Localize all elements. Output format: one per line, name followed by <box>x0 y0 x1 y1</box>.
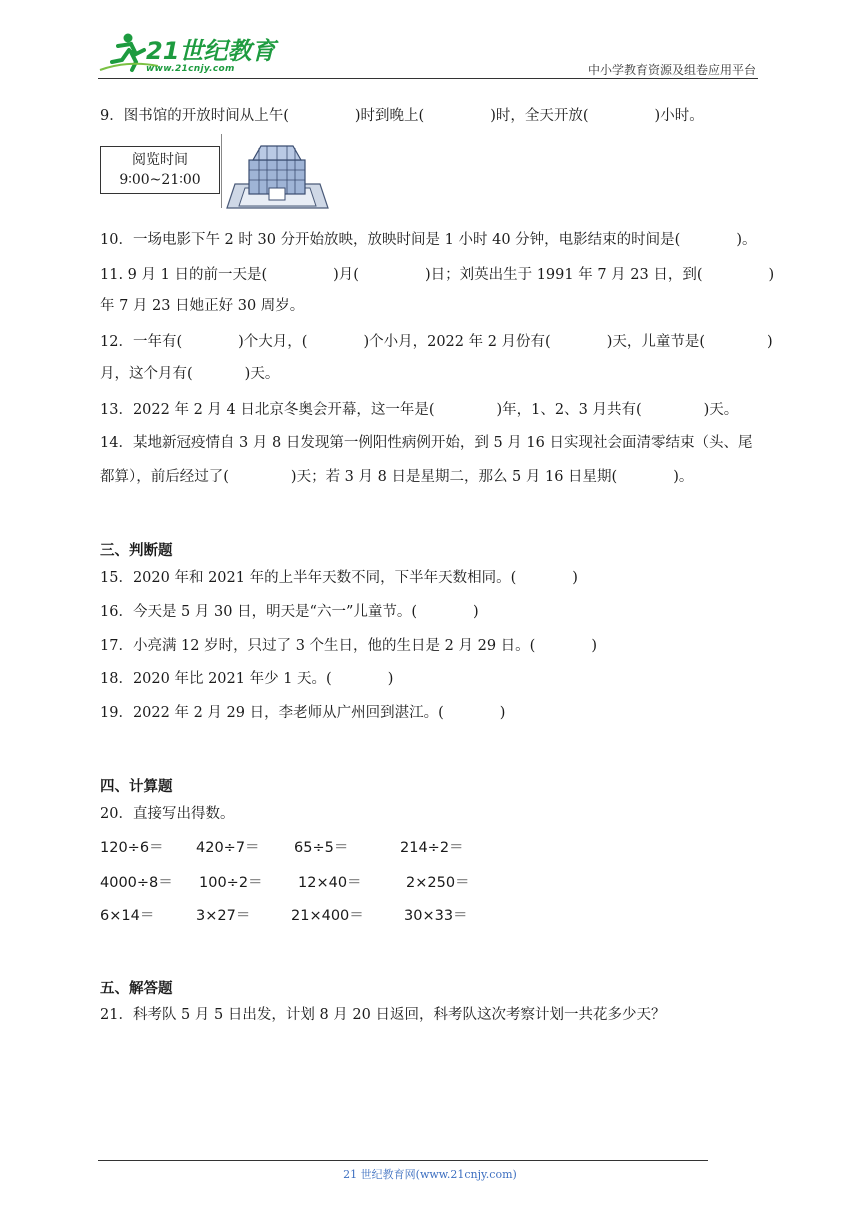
reading-hours-box <box>100 146 220 194</box>
calc-item: 65÷5＝ <box>294 840 349 856</box>
calc-item: 3×27＝ <box>196 908 251 924</box>
calc-item: 6×14＝ <box>100 908 155 924</box>
image-divider <box>221 134 222 208</box>
library-building-icon <box>225 140 330 210</box>
question-12-line2: 月，这个月有( )天。 <box>100 366 280 382</box>
calc-item: 30×33＝ <box>404 908 468 924</box>
question-18: 18．2020 年比 2021 年少 1 天。( ) <box>100 671 394 687</box>
section-word-problems: 五、解答题 <box>100 981 173 997</box>
reading-hours-title: 阅览时间 <box>132 152 188 168</box>
question-21: 21．科考队 5 月 5 日出发，计划 8 月 20 日返回，科考队这次考察计划一共花多少天？ <box>100 1007 666 1023</box>
calc-item: 21×400＝ <box>291 908 364 924</box>
question-12: 12．一年有( )个大月，( )个小月，2022 年 2 月份有( )天，儿童节是( ) <box>100 334 773 350</box>
section-true-false: 三、判断题 <box>100 543 173 559</box>
question-16: 16．今天是 5 月 30 日，明天是“六一”儿童节。( ) <box>100 604 479 620</box>
calc-item: 420÷7＝ <box>196 840 260 856</box>
question-13: 13．2022 年 2 月 4 日北京冬奥会开幕，这一年是( )年，1、2、3 月共有( )天。 <box>100 402 739 418</box>
question-17: 17．小亮满 12 岁时，只过了 3 个生日，他的生日是 2 月 29 日。( ) <box>100 638 598 654</box>
platform-title: 中小学教育资源及组卷应用平台 <box>587 63 756 77</box>
question-14-line2: 都算），前后经过了( )天；若 3 月 8 日是星期二，那么 5 月 16 日星期( )。 <box>100 469 694 485</box>
question-10: 10．一场电影下午 2 时 30 分开始放映，放映时间是 1 小时 40 分钟，电影结束的时间是( )。 <box>100 232 757 248</box>
question-15: 15．2020 年和 2021 年的上半年天数不同，下半年天数相同。( ) <box>100 570 578 586</box>
calc-item: 2×250＝ <box>406 875 470 891</box>
reading-hours-time: 9∶00~21∶00 <box>119 172 201 188</box>
question-9: 9．图书馆的开放时间从上午( )时到晚上( )时，全天开放( )小时。 <box>100 108 704 124</box>
question-11: 11. 9 月 1 日的前一天是( )月( )日；刘英出生于 1991 年 7 月 23 日，到( ) <box>100 267 775 283</box>
page-header <box>98 30 758 80</box>
question-19: 19．2022 年 2 月 29 日，李老师从广州回到湛江。( ) <box>100 705 506 721</box>
question-11-line2: 年 7 月 23 日她正好 30 周岁。 <box>100 298 305 314</box>
footer-divider <box>98 1160 708 1161</box>
calc-item: 214÷2＝ <box>400 840 464 856</box>
question-20: 20．直接写出得数。 <box>100 806 235 822</box>
calc-item: 4000÷8＝ <box>100 875 173 891</box>
logo-url: www.21cnjy.com <box>146 64 235 74</box>
question-14: 14．某地新冠疫情自 3 月 8 日发现第一例阳性病例开始，到 5 月 16 日实现社会面清零结束（头、尾 <box>100 435 753 451</box>
section-calculation: 四、计算题 <box>100 779 173 795</box>
calc-item: 120÷6＝ <box>100 840 164 856</box>
footer-text: 21 世纪教育网(www.21cnjy.com) <box>343 1168 517 1181</box>
calc-item: 100÷2＝ <box>199 875 263 891</box>
header-divider <box>98 78 758 79</box>
logo-text: 21世纪教育 <box>146 37 276 65</box>
calc-item: 12×40＝ <box>298 875 362 891</box>
